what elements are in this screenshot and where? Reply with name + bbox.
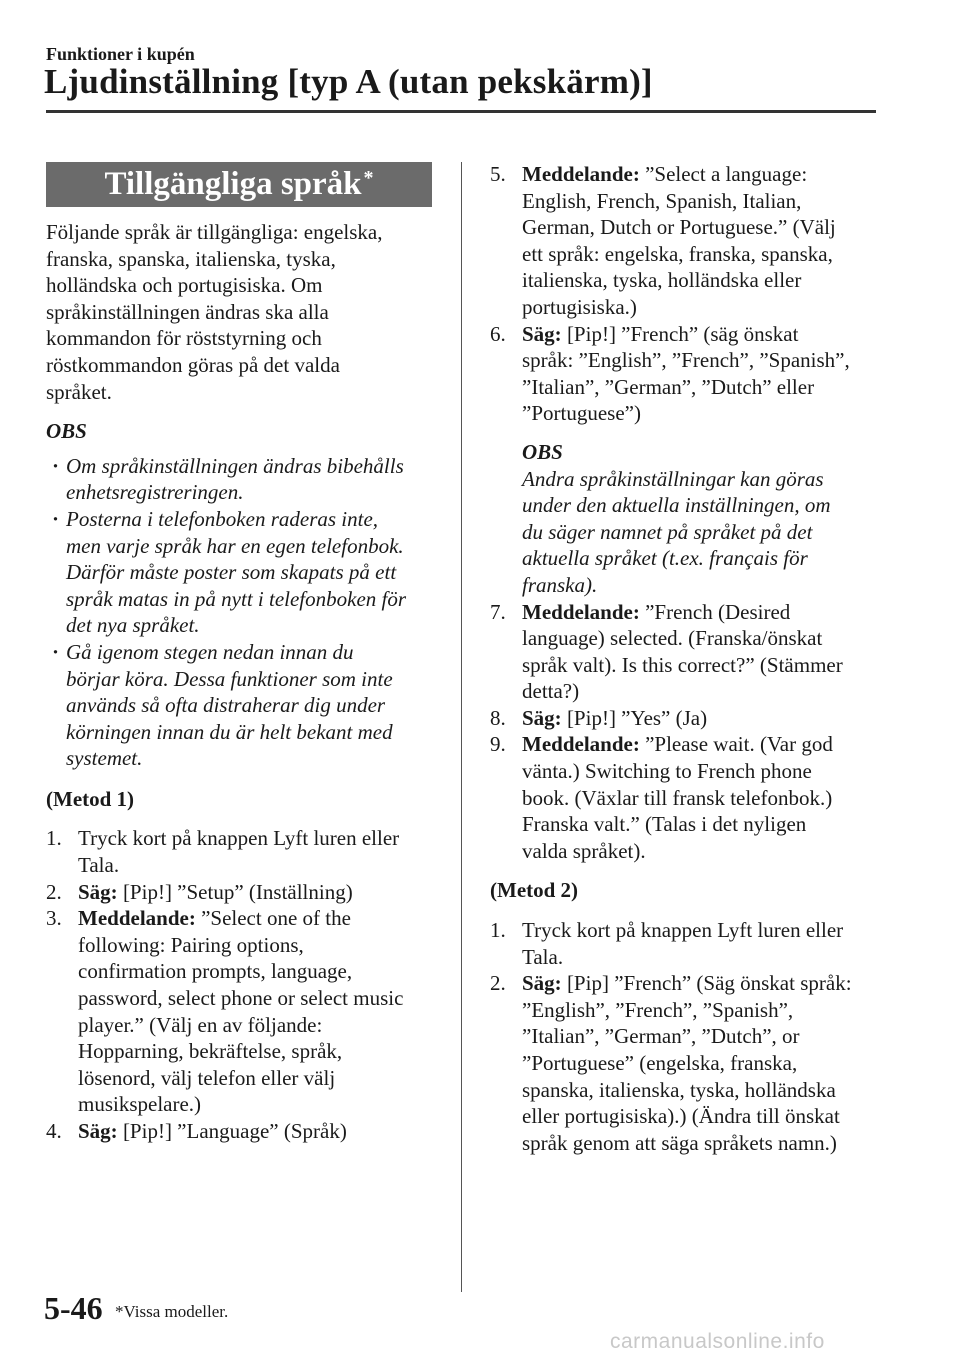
method1-steps-part1 — [46, 825, 441, 1144]
step-line: vänta.) Switching to French phone — [522, 759, 812, 784]
obs-bullet-line: används så ofta distraherar dig under — [66, 693, 386, 718]
intro-line: Följande språk är tillgängliga: engelska, — [46, 220, 383, 244]
step-line: ”Portuguese”) — [522, 401, 641, 426]
step-line: password, select phone or select music — [78, 986, 404, 1011]
page-title: Ljudinställning [typ A (utan pekskärm)] — [44, 62, 653, 101]
obs-bullet-line: men varje språk har en egen telefonbok. — [66, 533, 404, 558]
step-line: språk genom att säga språkets namn.) — [522, 1130, 837, 1155]
step-number: 7. — [490, 599, 506, 624]
step-item — [46, 1118, 441, 1145]
step-keyword: Säg: — [522, 971, 562, 996]
step-line: portugisiska.) — [522, 294, 637, 319]
intro-line: språket. — [46, 379, 112, 404]
method2-heading: (Metod 2) — [490, 878, 579, 903]
step-number: 2. — [490, 971, 506, 996]
step-number: 9. — [490, 732, 506, 757]
watermark: carmanualsonline.info — [610, 1330, 825, 1353]
right-column — [490, 161, 895, 1156]
step-line: eller portugisiska).) (Ändra till önskat — [522, 1104, 840, 1129]
step-line: lösenord, välj telefon eller välj — [78, 1065, 336, 1090]
step-line: player.” (Välj en av följande: — [78, 1012, 323, 1037]
step-number: 4. — [46, 1119, 62, 1143]
step-line: book. (Växlar till fransk telefonbok.) — [522, 785, 833, 810]
step-keyword: Meddelande: — [522, 162, 640, 186]
step-line: [Pip!] ”Setup” (Inställning) — [117, 879, 353, 904]
step-item — [490, 917, 895, 970]
step-line: Hopparning, bekräftelse, språk, — [78, 1039, 343, 1064]
step-line: Tala. — [78, 853, 120, 878]
obs-bullet — [46, 453, 441, 506]
step-line: English, French, Spanish, Italian, — [522, 188, 802, 213]
step-line: språk: ”English”, ”French”, ”Spanish”, — [522, 348, 850, 373]
step-number: 8. — [490, 705, 506, 730]
step-keyword: Meddelande: — [78, 906, 196, 931]
step-number: 3. — [46, 906, 62, 931]
obs-bullet-line: börjar köra. Dessa funktioner som inte — [66, 666, 393, 691]
intro-line: franska, spanska, italienska, tyska, — [46, 246, 336, 271]
step-keyword: Säg: — [522, 705, 562, 730]
obs-label: OBS — [46, 419, 87, 444]
step-number: 6. — [490, 321, 506, 346]
step-line: [Pip!] ”Language” (Språk) — [117, 1119, 347, 1143]
step-keyword: Meddelande: — [522, 599, 640, 624]
step-line: ”Please wait. (Var god — [639, 732, 833, 757]
obs-bullet-line: språk matas in på nytt i telefonboken för — [66, 586, 407, 611]
step-line: ”Italian”, ”German”, ”Dutch” eller — [522, 374, 815, 399]
note-obs-label: OBS — [522, 439, 563, 464]
step-keyword: Säg: — [78, 879, 118, 904]
obs-bullet-line: körningen innan du är helt bekant med — [66, 719, 393, 744]
obs-bullet-line: enhetsregistreringen. — [66, 480, 244, 505]
banner-title: Tillgängliga språk — [104, 166, 362, 202]
obs-bullet-line: det nya språket. — [66, 613, 200, 638]
step-line: following: Pairing options, — [78, 932, 304, 957]
note-line: du säger namnet på språket på det — [522, 519, 813, 544]
page-number: 5-46 — [44, 1290, 103, 1326]
obs-bullet — [46, 506, 441, 639]
intro-line: holländska och portugisiska. Om — [46, 273, 323, 298]
section-banner — [46, 162, 432, 207]
note-text — [522, 466, 895, 599]
obs-bullet-line: Gå igenom stegen nedan innan du — [66, 639, 354, 664]
intro-line: röstkommandon göras på det valda — [46, 352, 340, 377]
note-line: franska). — [522, 572, 598, 597]
step-line: Tryck kort på knappen Lyft luren eller — [522, 918, 844, 943]
footnote: *Vissa modeller. — [115, 1302, 229, 1321]
method2-steps — [490, 917, 895, 1156]
intro-paragraph — [46, 219, 441, 405]
step-line: [Pip!] ”French” (säg önskat — [561, 321, 799, 346]
step-line: ”Select a language: — [639, 162, 808, 186]
step-line: [Pip] ”French” (Säg önskat språk: — [561, 971, 852, 996]
step-item — [46, 905, 441, 1118]
step-line: language) selected. (Franska/önskat — [522, 626, 823, 651]
obs-bullet-line: Om språkinställningen ändras bibehålls — [66, 453, 404, 478]
step-line: Tala. — [522, 944, 564, 969]
method1-steps-part2 — [490, 161, 895, 427]
step-line: detta?) — [522, 679, 580, 704]
note-line: Andra språkinställningar kan göras — [522, 466, 824, 491]
step-line: ”Portuguese” (engelska, franska, — [522, 1051, 798, 1075]
step-number: 5. — [490, 162, 506, 186]
step-line: ”English”, ”French”, ”Spanish”, — [522, 997, 794, 1022]
title-divider — [46, 110, 876, 113]
step-number: 2. — [46, 879, 62, 904]
step-line: spanska, italienska, tyska, holländska — [522, 1077, 836, 1102]
step-line: ett språk: engelska, franska, spanska, — [522, 241, 833, 266]
step-item — [490, 599, 895, 705]
step-line: Tryck kort på knappen Lyft luren eller — [78, 826, 400, 851]
intro-line: språkinställningen ändras ska alla — [46, 299, 329, 324]
footnote-mark: * — [363, 167, 374, 189]
step-line: [Pip!] ”Yes” (Ja) — [561, 705, 708, 730]
step-item — [490, 970, 895, 1156]
intro-line: kommandon för röststyrning och — [46, 326, 322, 351]
step-number: 1. — [490, 918, 506, 943]
step-item — [490, 705, 895, 732]
obs-list — [46, 453, 441, 772]
obs-bullet — [46, 639, 441, 772]
step-item — [46, 879, 441, 906]
left-column — [46, 219, 441, 1145]
step-line: Franska valt.” (Talas i det nyligen — [522, 812, 807, 837]
step-keyword: Säg: — [522, 321, 562, 346]
step-item — [46, 825, 441, 878]
section-label: Funktioner i kupén — [46, 44, 195, 64]
step-line: ”Select one of the — [195, 906, 351, 931]
note-line: under den aktuella inställningen, om — [522, 493, 831, 518]
column-divider — [461, 162, 462, 1292]
step-line: ”French (Desired — [639, 599, 791, 624]
step-line: German, Dutch or Portuguese.” (Välj — [522, 215, 836, 240]
step-item — [490, 161, 895, 321]
method1-heading: (Metod 1) — [46, 786, 135, 811]
step-line: ”Italian”, ”German”, ”Dutch”, or — [522, 1024, 800, 1049]
note-line: aktuella språket (t.ex. français för — [522, 546, 808, 571]
step-line: italienska, tyska, holländska eller — [522, 268, 802, 293]
step-line: musikspelare.) — [78, 1092, 202, 1117]
method1-steps-part3 — [490, 599, 895, 865]
step-item — [490, 321, 895, 427]
obs-bullet-line: Därför måste poster som skapats på ett — [66, 560, 397, 585]
step-line: valda språket). — [522, 838, 646, 863]
step-line: språk valt). Is this correct?” (Stämmer — [522, 652, 843, 677]
step-number: 1. — [46, 826, 62, 851]
step-keyword: Säg: — [78, 1119, 118, 1143]
method1-note — [490, 439, 895, 599]
step-line: confirmation prompts, language, — [78, 959, 353, 984]
obs-bullet-line: systemet. — [66, 746, 143, 771]
step-keyword: Meddelande: — [522, 732, 640, 757]
step-item — [490, 731, 895, 864]
obs-bullet-line: Posterna i telefonboken raderas inte, — [66, 506, 379, 531]
